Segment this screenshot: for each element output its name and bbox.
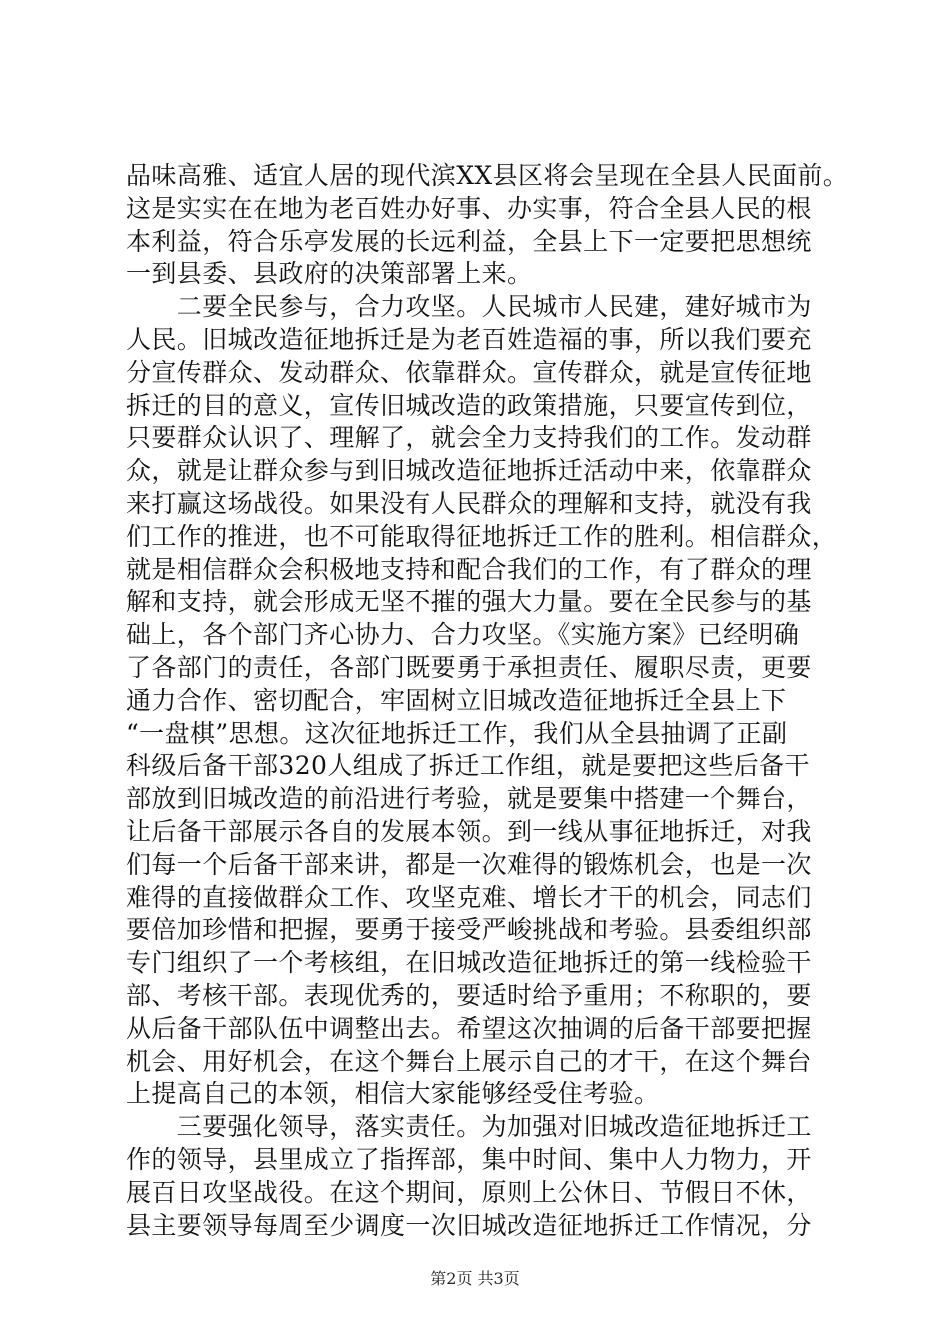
text-line: 们每一个后备干部来讲，都是一次难得的锻炼机会，也是一次: [126, 849, 812, 879]
text-line: 品味高雅、适宜人居的现代滨XX县区将会呈现在全县人民面前。: [126, 161, 849, 190]
text-line: 只要群众认识了、理解了，就会全力支持我们的工作。发动群: [126, 423, 812, 453]
text-line: 解和支持，就会形成无坚不摧的强大力量。要在全民参与的基: [126, 587, 812, 617]
text-line: 展百日攻坚战役。在这个期间，原则上公休日、节假日不休，: [126, 1177, 812, 1207]
text-line: 们工作的推进，也不可能取得征地拆迁工作的胜利。相信群众，: [126, 521, 838, 551]
text-line: 一到县委、县政府的决策部署上来。: [126, 259, 533, 289]
text-line: 三要强化领导，落实责任。为加强对旧城改造征地拆迁工: [126, 1112, 812, 1142]
text-line: 难得的直接做群众工作、攻坚克难、增长才干的机会，同志们: [126, 882, 812, 912]
text-line: 了各部门的责任，各部门既要勇于承担责任、履职尽责，更要: [126, 652, 812, 682]
page-number-footer: 第2页 共3页: [430, 1269, 520, 1288]
text-line: 让后备干部展示各自的发展本领。到一线从事征地拆迁，对我: [126, 816, 812, 846]
text-line: 专门组织了一个考核组，在旧城改造征地拆迁的第一线检验干: [126, 948, 812, 978]
text-line: 就是相信群众会积极地支持和配合我们的工作，有了群众的理: [126, 554, 812, 584]
text-line: 人民。旧城改造征地拆迁是为老百姓造福的事，所以我们要充: [126, 324, 812, 354]
text-line: 众，就是让群众参与到旧城改造征地拆迁活动中来，依靠群众: [126, 456, 812, 486]
text-line: 上提高自己的本领，相信大家能够经受住考验。: [126, 1079, 660, 1109]
text-line: 二要全民参与，合力攻坚。人民城市人民建，建好城市为: [126, 292, 812, 322]
text-line: 机会、用好机会，在这个舞台上展示自己的才干，在这个舞台: [126, 1046, 812, 1076]
text-line: 县主要领导每周至少调度一次旧城改造征地拆迁工作情况，分: [126, 1210, 812, 1240]
text-line: 部、考核干部。表现优秀的，要适时给予重用；不称职的，要: [126, 980, 812, 1010]
text-line: 作的领导，县里成立了指挥部，集中时间、集中人力物力，开: [126, 1144, 812, 1174]
text-line: 分宣传群众、发动群众、依靠群众。宣传群众，就是宣传征地: [126, 357, 812, 387]
text-line: 从后备干部队伍中调整出去。希望这次抽调的后备干部要把握: [126, 1013, 812, 1043]
text-line: 来打赢这场战役。如果没有人民群众的理解和支持，就没有我: [126, 488, 812, 518]
text-line: 要倍加珍惜和把握，要勇于接受严峻挑战和考验。县委组织部: [126, 915, 812, 945]
text-line: 这是实实在在地为老百姓办好事、办实事，符合全县人民的根: [126, 193, 812, 223]
text-line: 通力合作、密切配合，牢固树立旧城改造征地拆迁全县上下: [126, 685, 787, 715]
text-line: 部放到旧城改造的前沿进行考验，就是要集中搭建一个舞台，: [126, 784, 812, 814]
text-line: 本利益，符合乐亭发展的长远利益，全县上下一定要把思想统: [126, 226, 812, 256]
document-body: [126, 160, 849, 1242]
text-line: 础上，各个部门齐心协力、合力攻坚。《实施方案》已经明确: [126, 620, 800, 650]
text-line: “一盘棋”思想。这次征地拆迁工作，我们从全县抽调了正副: [126, 718, 788, 748]
text-line: 拆迁的目的意义，宣传旧城改造的政策措施，只要宣传到位，: [126, 390, 812, 420]
text-line: 科级后备干部320人组成了拆迁工作组，就是要把这些后备干: [126, 751, 810, 781]
